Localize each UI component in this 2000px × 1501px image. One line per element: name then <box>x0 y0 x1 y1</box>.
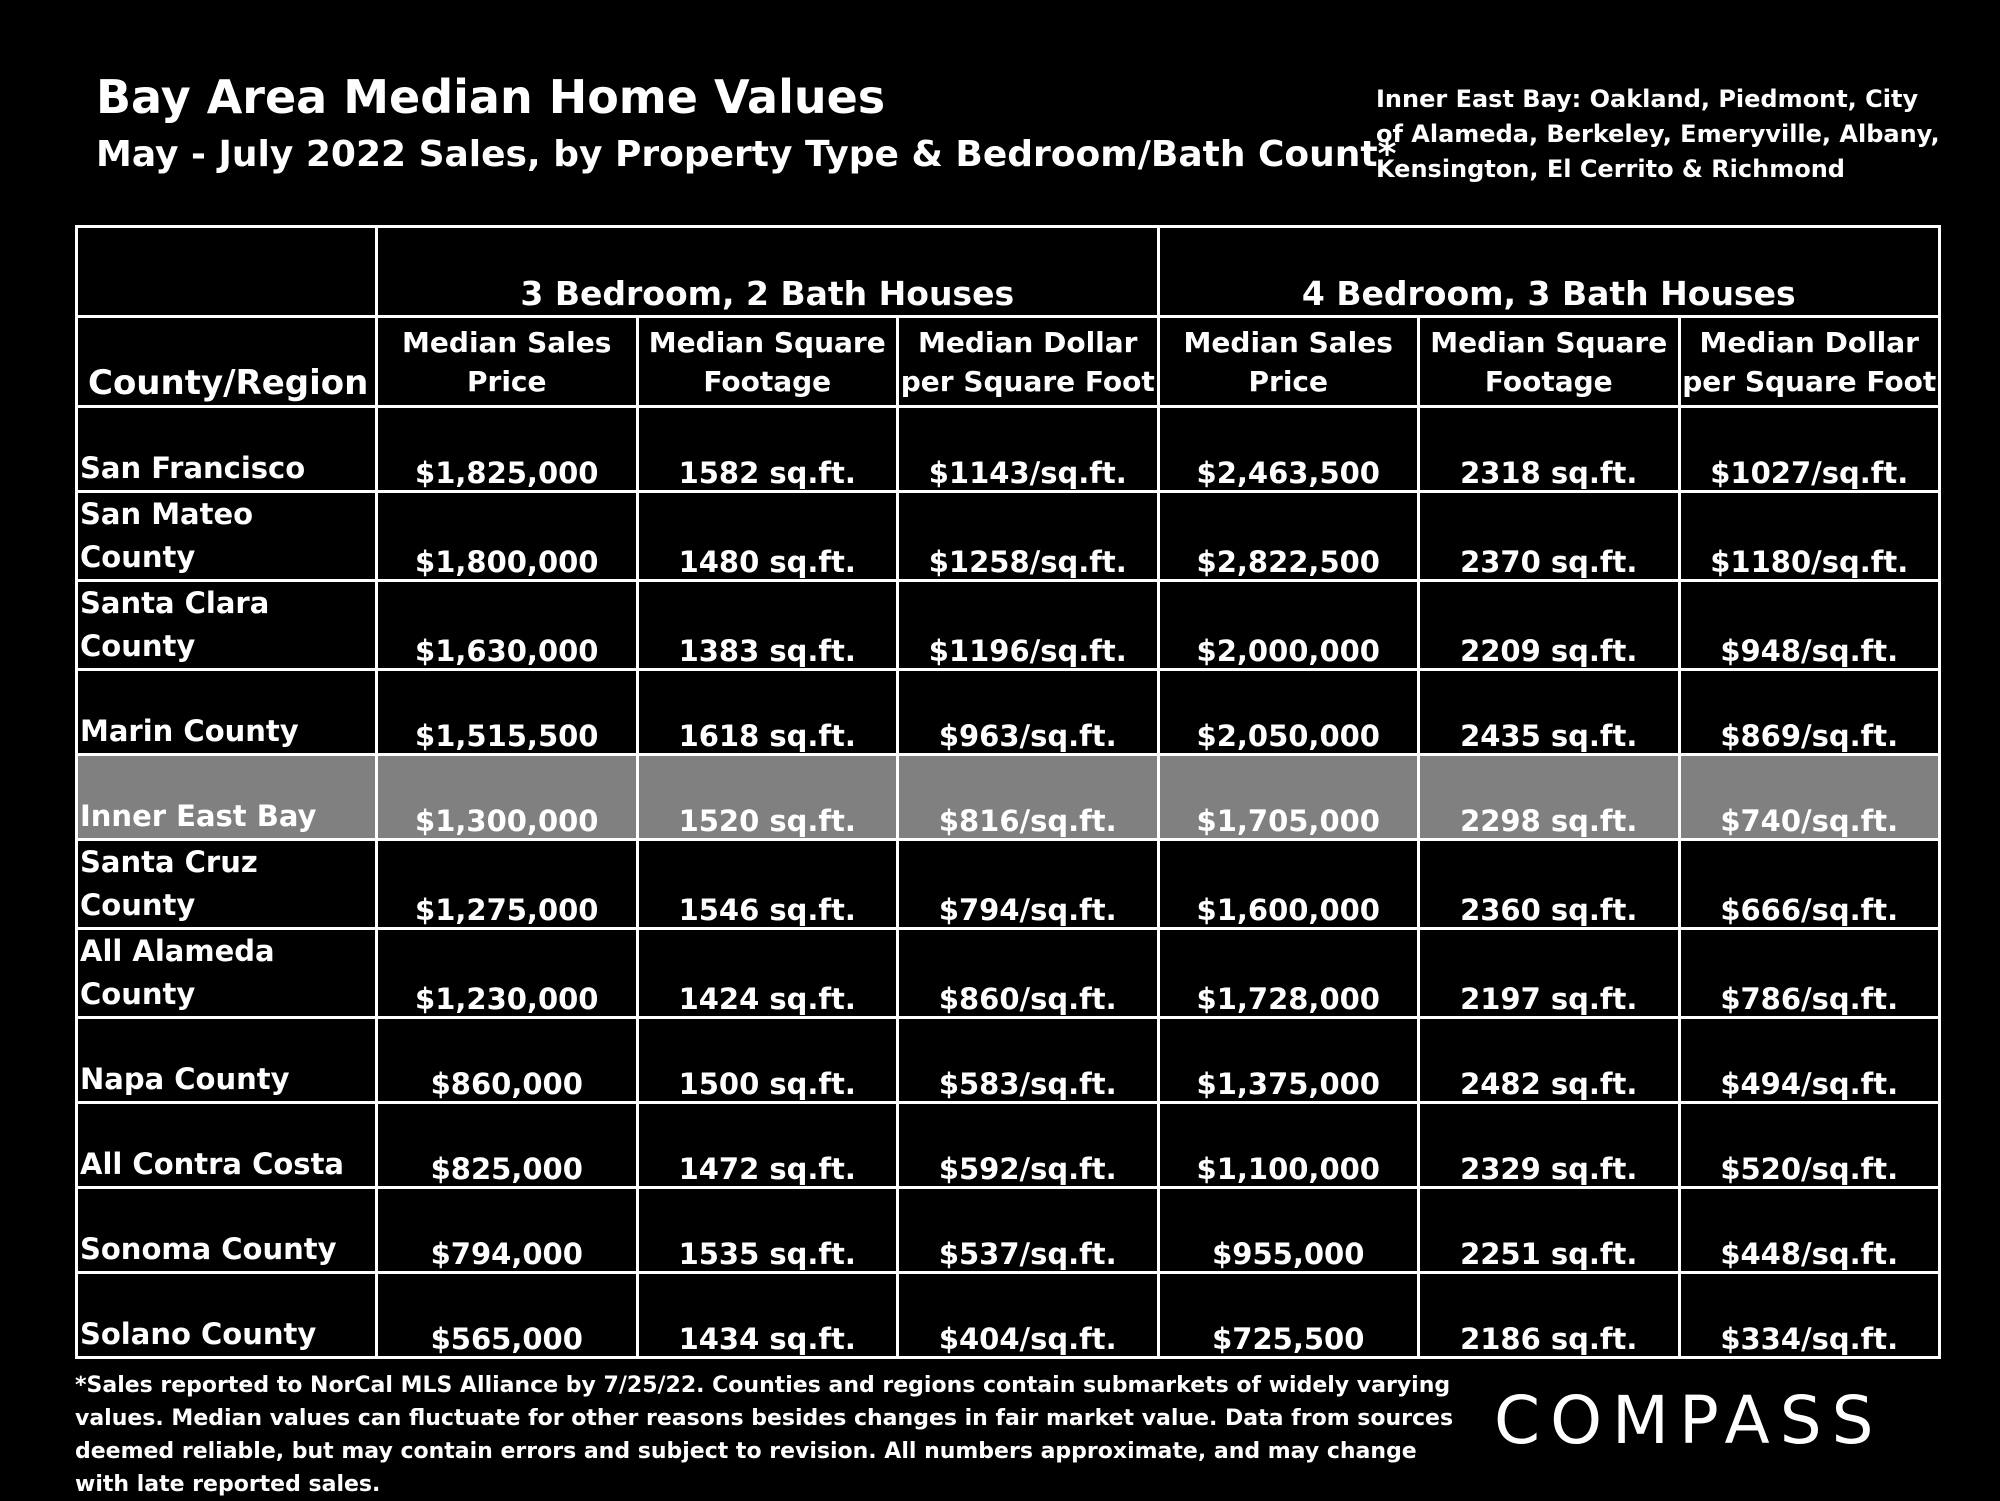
value-cell: 2370 sq.ft. <box>1419 492 1680 581</box>
value-cell: $1,275,000 <box>377 840 638 929</box>
value-cell: $1,375,000 <box>1158 1018 1419 1103</box>
value-cell: 2329 sq.ft. <box>1419 1103 1680 1188</box>
region-cell: Santa Clara County <box>77 581 377 670</box>
region-cell: Santa Cruz County <box>77 840 377 929</box>
value-cell: $794,000 <box>377 1188 638 1273</box>
value-cell: $494/sq.ft. <box>1679 1018 1940 1103</box>
value-cell: 2318 sq.ft. <box>1419 407 1680 492</box>
region-definition-note: Inner East Bay: Oakland, Piedmont, City of Alameda, Berkeley, Emeryville, Albany, Kensington, El Cerrito & Richmond <box>1376 85 1940 183</box>
value-cell: $860,000 <box>377 1018 638 1103</box>
region-cell: Solano County <box>77 1273 377 1358</box>
value-cell: $1,300,000 <box>377 755 638 840</box>
value-cell: $1027/sq.ft. <box>1679 407 1940 492</box>
value-cell: $869/sq.ft. <box>1679 670 1940 755</box>
value-cell: $1,800,000 <box>377 492 638 581</box>
group-header-4bd-3ba: 4 Bedroom, 3 Bath Houses <box>1158 227 1940 317</box>
value-cell: $816/sq.ft. <box>898 755 1159 840</box>
table-row <box>77 1018 1940 1103</box>
value-cell: $1,600,000 <box>1158 840 1419 929</box>
value-cell: $725,500 <box>1158 1273 1419 1358</box>
table-row <box>77 840 1940 929</box>
value-cell: $592/sq.ft. <box>898 1103 1159 1188</box>
value-cell: $1143/sq.ft. <box>898 407 1159 492</box>
value-cell: $1,515,500 <box>377 670 638 755</box>
column-header: Median Square Footage <box>637 317 898 407</box>
table-row <box>77 492 1940 581</box>
region-cell: All Contra Costa <box>77 1103 377 1188</box>
value-cell: 1424 sq.ft. <box>637 929 898 1018</box>
value-cell: $948/sq.ft. <box>1679 581 1940 670</box>
value-cell: $1,705,000 <box>1158 755 1419 840</box>
value-cell: $2,822,500 <box>1158 492 1419 581</box>
value-cell: 1500 sq.ft. <box>637 1018 898 1103</box>
table-row <box>77 1273 1940 1358</box>
value-cell: 2360 sq.ft. <box>1419 840 1680 929</box>
column-header: Median Dollar per Square Foot <box>898 317 1159 407</box>
home-values-table <box>75 225 1941 1359</box>
value-cell: $2,463,500 <box>1158 407 1419 492</box>
region-cell: Sonoma County <box>77 1188 377 1273</box>
value-cell: $786/sq.ft. <box>1679 929 1940 1018</box>
value-cell: 2298 sq.ft. <box>1419 755 1680 840</box>
value-cell: 2435 sq.ft. <box>1419 670 1680 755</box>
value-cell: $565,000 <box>377 1273 638 1358</box>
value-cell: $740/sq.ft. <box>1679 755 1940 840</box>
column-header: Median Dollar per Square Foot <box>1679 317 1940 407</box>
value-cell: $537/sq.ft. <box>898 1188 1159 1273</box>
column-header: Median Square Footage <box>1419 317 1680 407</box>
region-cell: San Francisco <box>77 407 377 492</box>
value-cell: $334/sq.ft. <box>1679 1273 1940 1358</box>
table-row <box>77 755 1940 840</box>
compass-logo: COMPASS <box>1494 1382 1884 1459</box>
table-row <box>77 1103 1940 1188</box>
group-header-3bd-2ba: 3 Bedroom, 2 Bath Houses <box>377 227 1159 317</box>
value-cell: 1535 sq.ft. <box>637 1188 898 1273</box>
value-cell: 2209 sq.ft. <box>1419 581 1680 670</box>
value-cell: $1258/sq.ft. <box>898 492 1159 581</box>
column-header: Median Sales Price <box>377 317 638 407</box>
column-header: Median Sales Price <box>1158 317 1419 407</box>
table-body <box>77 407 1940 1358</box>
value-cell: $666/sq.ft. <box>1679 840 1940 929</box>
value-cell: 1472 sq.ft. <box>637 1103 898 1188</box>
table-row <box>77 670 1940 755</box>
region-cell: All Alameda County <box>77 929 377 1018</box>
footnote: *Sales reported to NorCal MLS Alliance by 7/25/22. Counties and regions contain submarkets of widely varying values. Median values can fluctuate for other reasons besides changes in fair market value. Data from sources deemed reliable, but may contain errors and subject to revision. All numbers approximate, and may change with late reported sales. <box>75 1373 1454 1497</box>
region-column-header: County/Region <box>77 317 377 407</box>
value-cell: $794/sq.ft. <box>898 840 1159 929</box>
table-row <box>77 1188 1940 1273</box>
value-cell: $1,230,000 <box>377 929 638 1018</box>
region-cell: Inner East Bay <box>77 755 377 840</box>
value-cell: 1520 sq.ft. <box>637 755 898 840</box>
value-cell: 1383 sq.ft. <box>637 581 898 670</box>
value-cell: $860/sq.ft. <box>898 929 1159 1018</box>
value-cell: 2197 sq.ft. <box>1419 929 1680 1018</box>
region-cell: Napa County <box>77 1018 377 1103</box>
value-cell: $2,000,000 <box>1158 581 1419 670</box>
value-cell: $2,050,000 <box>1158 670 1419 755</box>
value-cell: $825,000 <box>377 1103 638 1188</box>
value-cell: $404/sq.ft. <box>898 1273 1159 1358</box>
value-cell: $1180/sq.ft. <box>1679 492 1940 581</box>
region-cell: San Mateo County <box>77 492 377 581</box>
value-cell: 2186 sq.ft. <box>1419 1273 1680 1358</box>
value-cell: $1,630,000 <box>377 581 638 670</box>
value-cell: $955,000 <box>1158 1188 1419 1273</box>
value-cell: $520/sq.ft. <box>1679 1103 1940 1188</box>
value-cell: 2251 sq.ft. <box>1419 1188 1680 1273</box>
table-row <box>77 929 1940 1018</box>
column-header-row <box>77 317 1940 407</box>
value-cell: $963/sq.ft. <box>898 670 1159 755</box>
value-cell: $1,728,000 <box>1158 929 1419 1018</box>
region-cell: Marin County <box>77 670 377 755</box>
table-row <box>77 581 1940 670</box>
chart-title: Bay Area Median Home Values <box>96 70 886 124</box>
value-cell: $1,100,000 <box>1158 1103 1419 1188</box>
value-cell: $583/sq.ft. <box>898 1018 1159 1103</box>
value-cell: $448/sq.ft. <box>1679 1188 1940 1273</box>
table-row <box>77 407 1940 492</box>
value-cell: $1,825,000 <box>377 407 638 492</box>
value-cell: 1582 sq.ft. <box>637 407 898 492</box>
value-cell: 1546 sq.ft. <box>637 840 898 929</box>
chart-subtitle: May - July 2022 Sales, by Property Type & Bedroom/Bath Count* <box>96 134 1397 175</box>
value-cell: 1618 sq.ft. <box>637 670 898 755</box>
corner-cell <box>77 227 377 317</box>
group-header-row <box>77 227 1940 317</box>
value-cell: 2482 sq.ft. <box>1419 1018 1680 1103</box>
value-cell: 1480 sq.ft. <box>637 492 898 581</box>
value-cell: $1196/sq.ft. <box>898 581 1159 670</box>
value-cell: 1434 sq.ft. <box>637 1273 898 1358</box>
